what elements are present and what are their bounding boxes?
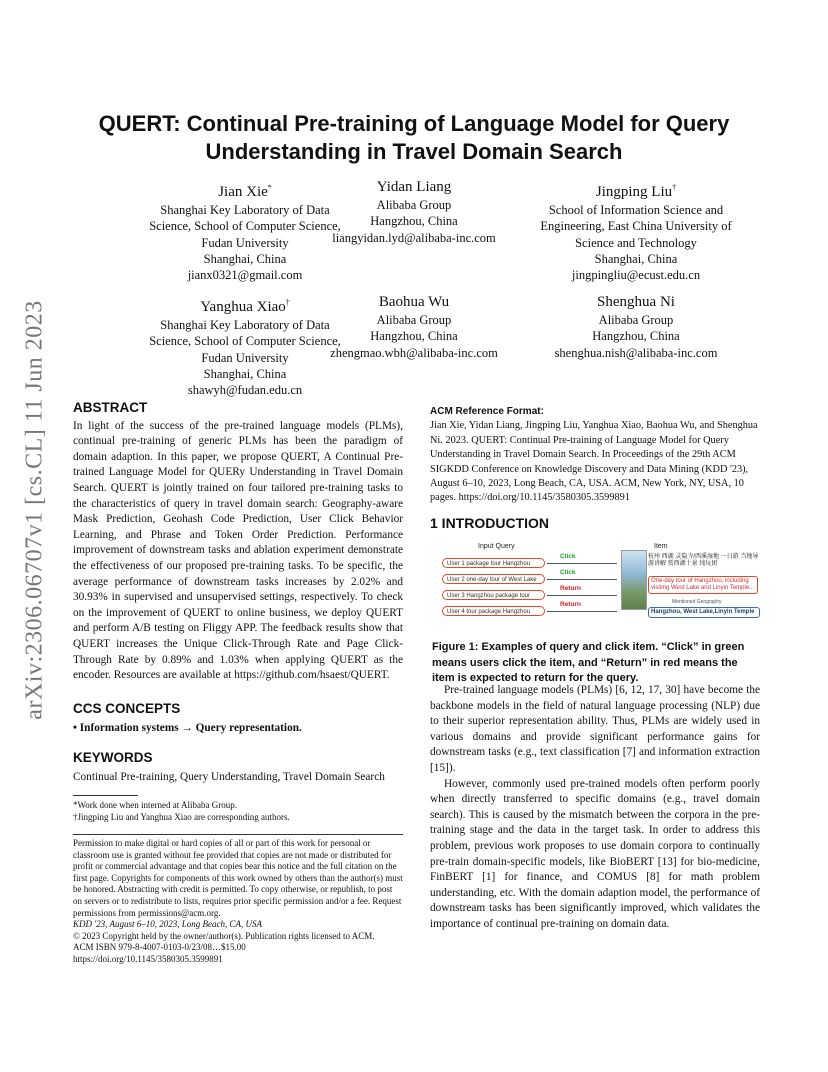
isbn-line: ACM ISBN 979-8-4007-0103-0/23/08…$15.00	[73, 942, 246, 953]
author-block	[516, 178, 756, 283]
fig-arrow	[547, 563, 617, 564]
author-affiliation-line: Alibaba Group	[376, 198, 452, 212]
abstract-heading: ABSTRACT	[73, 400, 148, 415]
ccs-section	[73, 701, 403, 736]
keywords-text: Continual Pre-training, Query Understanding, Travel Domain Search	[73, 770, 385, 783]
author-block	[294, 178, 534, 246]
author-affiliation-line: Alibaba Group	[598, 313, 674, 327]
fig-query-box: User 3 Hangzhou package tour	[442, 590, 545, 600]
conf-line: KDD '23, August 6–10, 2023, Long Beach, CA, USA	[73, 919, 263, 930]
author-block	[294, 293, 534, 361]
fig-query-box: User 2 one-day tour of West Lake	[442, 574, 545, 584]
author-affiliation-line: School of Information Science and	[548, 203, 724, 217]
fig-mentioned: Mentioned Geography	[672, 599, 722, 605]
author-affiliation-line: Fudan University	[201, 235, 289, 250]
fig-arrow	[547, 579, 617, 580]
paper-title: QUERT: Continual Pre-training of Language Model for Query Understanding in Travel Domain Search	[98, 111, 730, 164]
fig-input-label: Input Query	[478, 543, 515, 550]
keywords-section	[73, 750, 413, 785]
intro-paragraph-1: Pre-trained language models (PLMs) [6, 12, 17, 30] have become the backbone models in the field of natural language processing (NLP) due to their superior representation ability. Thus, PLMs are widely used in various domains and provide significant performance gains for downstream tasks (e.g., text classification [7] and information extraction [15]).	[430, 684, 760, 774]
author-affiliation-line: Engineering, East China University of	[540, 219, 732, 234]
fig-item-en: One-day tour of Hangzhou, including visiting West Lake and Linyin Temple...	[648, 576, 758, 594]
fig-item-label: Item	[654, 543, 668, 550]
acm-reference	[430, 405, 760, 506]
permission-rule	[73, 834, 403, 835]
author-affiliation-line: zhengmao.wbh@alibaba-inc.com	[330, 345, 498, 360]
abstract-text: In light of the success of the pre-trained language models (PLMs), continual pre-training of generic PLMs has been the paradigm of domain adaption. In this paper, we propose QUERT, A Continual Pre-trained Language Model for QUERy Understanding in Travel Domain Search. QUERT is jointly trained on four tailored pre-training tasks to the characteristics of query in travel domain search: Geography-aware Mask Prediction, Geohash Code Prediction, User Click Behavior Learning, and Phrase and Token Order Prediction. Performance improvement of downstream tasks and ablation experiment demonstrate the effectiveness of our proposed pre-training tasks. To be specific, the average performance of downstream tasks increases by 2.02% and 30.93% in supervised and unsupervised settings, respectively. To check on the improvement of QUERT to online business, we deploy QUERT and perform A/B testing on Fliggy APP. The feedback results show that QUERT increases the Unique Click-Through Rate and Page Click-Through Rate by 0.89% and 1.03% when applying QUERT as the encoder. Resources are available at https://github.com/hsaest/QUERT.	[73, 419, 403, 682]
ccs-heading: CCS CONCEPTS	[73, 701, 181, 716]
author-name: Yanghua Xiao†	[200, 298, 290, 315]
footnote-1: *Work done when interned at Alibaba Group.	[73, 800, 237, 810]
author-affiliation-line: Alibaba Group	[376, 313, 452, 327]
keywords-heading: KEYWORDS	[73, 750, 153, 765]
author-affiliation-line: Science, School of Computer Science,	[149, 219, 341, 234]
abstract-section	[73, 400, 403, 684]
author-affiliation-line: Shanghai Key Laboratory of Data	[160, 318, 330, 332]
author-mark: †	[285, 298, 290, 307]
figure-caption: Figure 1: Examples of query and click item. “Click” in green means users click the item, and “Return” in red means the item is expected to return for the query.	[432, 641, 745, 684]
intro-paragraph-2: However, commonly used pre-trained models often perform poorly when directly transferred to specific domains (e.g., travel domain search). This is caused by the mismatch between the corpora in the pre-training stage and the data in the target task. In order to address this problem, previous work proposes to use domain corpora to continually pre-train domain-specific models, like BioBERT [13] for bio-medicine, FinBERT [1] for finance, and COMUS [8] for math problem understanding, etc. With the domain adaption model, the performance of downstream tasks has been significantly improved, which validates the importance of continual pre-training on domain data.	[430, 777, 760, 930]
author-affiliation-line: Hangzhou, China	[370, 329, 458, 344]
fig-tag: Return	[560, 585, 581, 592]
author-name: Baohua Wu	[378, 294, 450, 310]
author-affiliation-line: Hangzhou, China	[370, 214, 458, 229]
intro-heading: 1 INTRODUCTION	[430, 515, 549, 531]
intro-body	[430, 683, 760, 933]
arxiv-side-label: arXiv:2306.06707v1 [cs.CL] 11 Jun 2023	[21, 300, 48, 720]
author-affiliation-line: jianx0321@gmail.com	[187, 268, 303, 283]
author-name: Yidan Liang	[376, 179, 452, 195]
fig-tag: Return	[560, 601, 581, 608]
author-affiliation-line: Shanghai Key Laboratory of Data	[160, 203, 330, 217]
fig-query-box: User 4 tour package Hangzhou	[442, 606, 545, 616]
footnote-rule	[73, 795, 138, 796]
author-affiliation-line: liangyidan.lyd@alibaba-inc.com	[332, 230, 496, 245]
fig-geo: Hangzhou, West Lake,Linyin Temple	[648, 607, 760, 618]
author-block	[516, 293, 756, 361]
figure-1	[432, 543, 762, 633]
acm-ref-heading: ACM Reference Format:	[430, 406, 544, 417]
permission-text: Permission to make digital or hard copies of all or part of this work for personal or classroom use is granted without fee provided that copies are not made or distributed for profit or commercial advantage and that copies bear this notice and the full citation on the first page. Copyrights for components of this work owned by others than the author(s) must be honored. Abstracting with credit is permitted. To copy otherwise, or republish, to post on servers or to redistribute to lists, requires prior specific permission and/or a fee. Request permissions from permissions@acm.org.	[73, 838, 403, 918]
fig-arrow	[547, 595, 617, 596]
author-affiliation-line: shenghua.nish@alibaba-inc.com	[554, 345, 718, 360]
footnotes	[73, 800, 403, 823]
fig-arrow	[547, 611, 617, 612]
doi-line: https://doi.org/10.1145/3580305.3599891	[73, 953, 223, 964]
author-affiliation-line: Hangzhou, China	[592, 329, 680, 344]
copyright-line: © 2023 Copyright held by the owner/author(s). Publication rights licensed to ACM.	[73, 930, 375, 941]
fig-item-title: 杭州 西湖 灵隐寺/西溪湿地 一日游 当地导游讲解 赏西湖十景 纯玩团	[648, 554, 759, 567]
author-affiliation-line: Science, School of Computer Science,	[149, 334, 341, 349]
lake-photo	[621, 550, 647, 610]
intro-heading-wrap	[430, 516, 760, 532]
fig-tag: Click	[560, 553, 576, 560]
author-affiliation-line: Shanghai, China	[203, 251, 287, 266]
acm-ref-text: Jian Xie, Yidan Liang, Jingping Liu, Yanghua Xiao, Baohua Wu, and Shenghua Ni. 2023. QUERT: Continual Pre-training of Language Model for Query Understanding in Travel Domain Search. In Proceedings of the 29th ACM SIGKDD Conference on Knowledge Discovery and Data Mining (KDD '23), August 6–10, 2023, Long Beach, CA, USA. ACM, New York, NY, USA, 10 pages. https://doi.org/10.1145/3580305.3599891	[430, 420, 758, 504]
author-name: Shenghua Ni	[597, 294, 675, 310]
permission-block	[73, 838, 403, 966]
footnote-2: †Jingping Liu and Yanghua Xiao are corresponding authors.	[73, 811, 290, 822]
author-affiliation-line: jingpingliu@ecust.edu.cn	[571, 268, 701, 283]
author-affiliation-line: Shanghai, China	[594, 251, 678, 266]
author-name: Jian Xie*	[218, 183, 272, 200]
fig-query-box: User 1 package tour Hangzhou	[442, 558, 545, 568]
author-affiliation-line: shawyh@fudan.edu.cn	[187, 383, 303, 398]
author-mark: †	[672, 183, 677, 192]
author-mark: *	[267, 183, 272, 192]
author-affiliation-line: Science and Technology	[575, 235, 697, 250]
author-affiliation-line: Shanghai, China	[203, 366, 287, 381]
fig-tag: Click	[560, 569, 576, 576]
author-affiliation-line: Fudan University	[201, 350, 289, 365]
ccs-text: • Information systems → Query representation.	[73, 721, 302, 734]
author-name: Jingping Liu†	[595, 183, 677, 200]
